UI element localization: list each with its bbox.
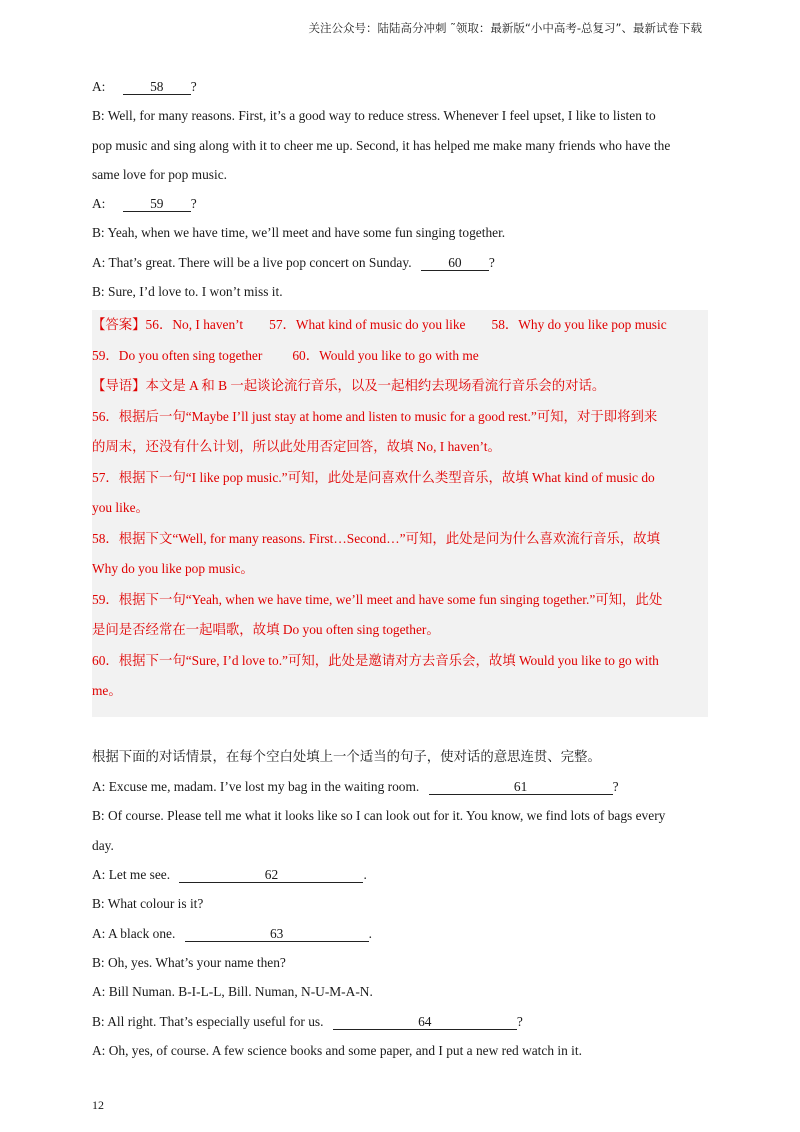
answer-57: 57．What kind of music do you like [269,317,466,333]
explain-60-line-2: me。 [92,683,122,699]
answer-58: 58．Why do you like pop music [491,317,667,333]
dialogue-line-a-see [92,860,708,889]
answer-line-2 [92,341,708,372]
dialogue-line-b-useful [92,1007,708,1036]
answer-60: 60．Would you like to go with me [292,347,479,363]
dialogue-line-a-concert [92,248,708,277]
explain-56-line-2: 的周末，还没有什么计划，所以此处用否定回答，故填 No, I haven’t。 [92,439,501,455]
dialogue-line-b-reason-3: same love for pop music. [92,166,227,182]
speaker-a: A: [92,79,106,94]
blank-58: 58 [123,79,191,95]
page-content [92,72,708,1065]
explain-59-line-2: 是问是否经常在一起唱歌，故填 Do you often sing together。 [92,622,440,638]
dialogue-line-b-sure: B: Sure, I’d love to. I won’t miss it. [92,284,283,300]
blank-59: 59 [123,196,191,212]
answer-56: 【答案】56．No, I haven’t [92,317,244,333]
dialogue-line-b-time: B: Yeah, when we have time, we’ll meet and have some fun singing together. [92,225,506,241]
excuse-text: A: Excuse me, madam. I’ve lost my bag in the waiting room. [92,779,420,795]
guide-text: 【导语】本文是 A 和 B 一起谈论流行音乐，以及一起相约去现场看流行音乐会的对话。 [92,378,606,394]
answer-line-1 [92,310,708,341]
page-number: 12 [92,1098,104,1112]
see-text: A: Let me see. [92,867,171,883]
useful-text: B: All right. That’s especially useful for us. [92,1013,324,1029]
dialogue-line-b-course-2: day. [92,837,114,853]
question-mark: ? [190,196,197,212]
dialogue-line-a-excuse [92,772,708,801]
dialogue-line-a58 [92,72,708,101]
question-mark: ? [516,1013,523,1029]
answer-box [92,310,708,717]
blank-61: 61 [429,779,613,795]
concert-text: A: That’s great. There will be a live pop concert on Sunday. [92,254,412,270]
answer-59: 59．Do you often sing together [92,347,263,363]
dialogue-line-b-colour: B: What colour is it? [92,896,204,912]
period: . [363,867,367,883]
black-text: A: A black one. [92,925,176,941]
explain-57-line-2: you like。 [92,500,149,516]
question-mark: ? [488,254,495,270]
explain-58-line-2: Why do you like pop music。 [92,561,254,577]
dialogue-line-a59 [92,189,708,218]
explain-56-line-1: 56．根据后一句“Maybe I’ll just stay at home and listen to music for a good rest.”可知，对于即将到来 [92,408,658,424]
section-instructions: 根据下面的对话情景，在每个空白处填上一个适当的句子，使对话的意思连贯、完整。 [92,749,601,765]
dialogue-line-a-books: A: Oh, yes, of course. A few science books and some paper, and I put a new red watch in it. [92,1042,582,1058]
explain-57-line-1: 57．根据下一句“I like pop music.”可知，此处是问喜欢什么类型音乐，故填 What kind of music do [92,469,655,485]
blank-60: 60 [421,255,489,271]
dialogue-line-a-bill: A: Bill Numan. B-I-L-L, Bill. Numan, N-U-M-A-N. [92,984,373,1000]
dialogue-line-a-black [92,919,708,948]
question-mark: ? [190,79,197,94]
explain-59-line-1: 59．根据下一句“Yeah, when we have time, we’ll meet and have some fun singing together.”可知，此处 [92,591,663,607]
question-mark: ? [612,779,619,795]
period: . [368,925,373,941]
blank-62: 62 [179,867,363,883]
blank-64: 64 [333,1014,517,1030]
page-header: 关注公众号：陆陆高分冲刺 ˜领取：最新版“小中高考-总复习”、最新试卷下载 [308,21,702,35]
dialogue-line-b-reason-1: B: Well, for many reasons. First, it’s a good way to reduce stress. Whenever I feel upset, I like to listen to [92,108,656,124]
speaker-a: A: [92,196,106,212]
dialogue-line-b-name: B: Oh, yes. What’s your name then? [92,954,286,970]
blank-63: 63 [185,926,369,942]
explain-58-line-1: 58．根据下文“Well, for many reasons. First…Second…”可知，此处是问为什么喜欢流行音乐，故填 [92,530,660,546]
explain-60-line-1: 60．根据下一句“Sure, I’d love to.”可知，此处是邀请对方去音乐会，故填 Would you like to go with [92,652,659,668]
dialogue-line-b-reason-2: pop music and sing along with it to cheer me up. Second, it has helped me make many friends who have the [92,137,671,153]
dialogue-line-b-course-1: B: Of course. Please tell me what it looks like so I can look out for it. You know, we find lots of bags every [92,808,666,824]
